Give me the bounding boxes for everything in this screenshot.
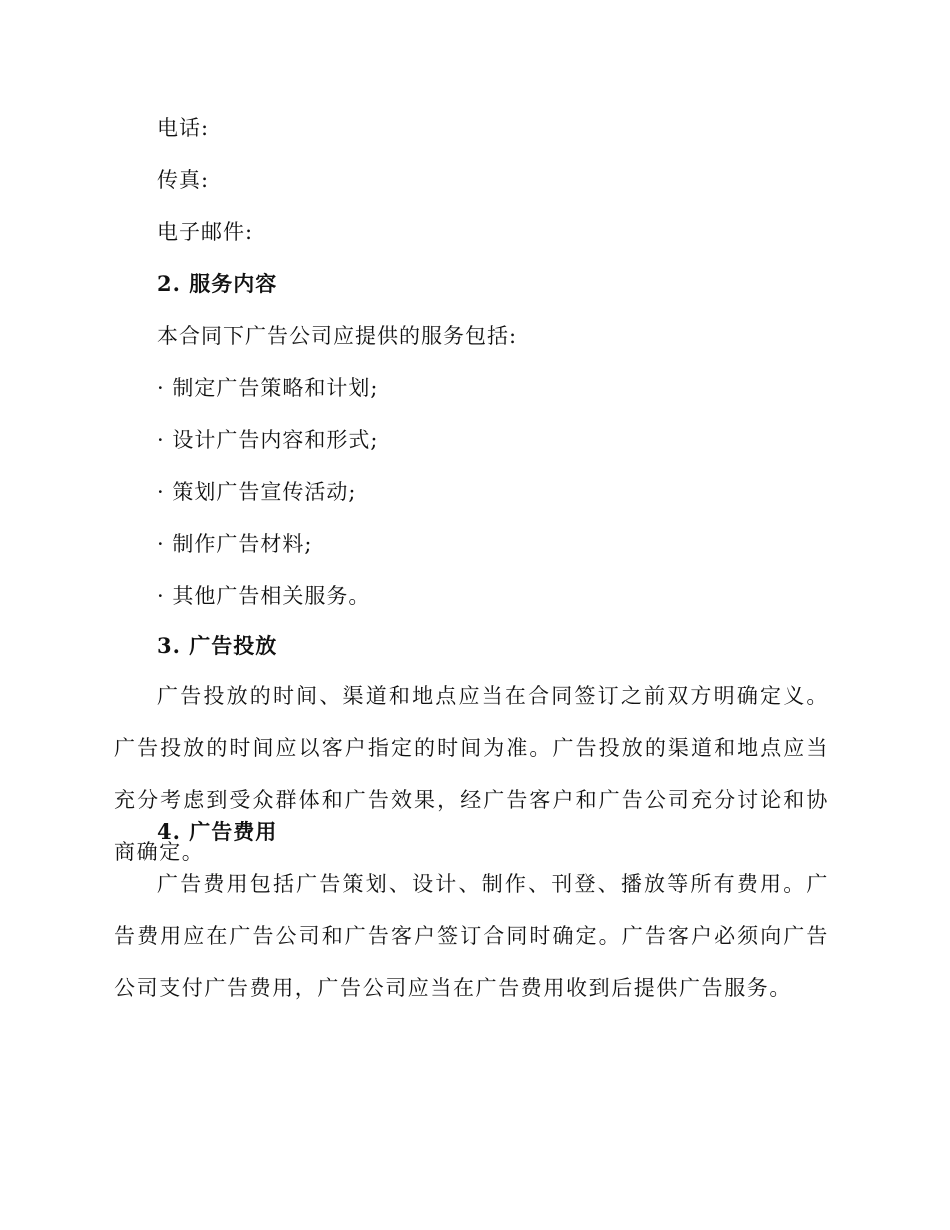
section-4-paragraph: 广告费用包括广告策划、设计、制作、刊登、播放等所有费用。广告费用应在广告公司和广告客户签订合同时确定。广告客户必须向广告公司支付广告费用，广告公司应当在广告费用收到后提供广告服务。: [114, 872, 829, 1000]
section-3-heading: 3. 广告投放: [157, 633, 278, 658]
service-list-item: · 策划广告宣传活动;: [157, 480, 357, 504]
service-list-item: · 制作广告材料;: [157, 532, 313, 556]
service-list-item: · 其他广告相关服务。: [157, 584, 371, 608]
section-2-heading: 2. 服务内容: [157, 271, 278, 296]
section-3-paragraph: 广告投放的时间、渠道和地点应当在合同签订之前双方明确定义。广告投放的时间应以客户指定的时间为准。广告投放的渠道和地点应当充分考虑到受众群体和广告效果，经广告客户和广告公司充分讨论和协商确定。: [114, 684, 829, 864]
contact-fax-label: 传真:: [157, 168, 210, 192]
section-2-intro: 本合同下广告公司应提供的服务包括:: [157, 324, 518, 348]
section-4-heading: 4. 广告费用: [157, 819, 278, 844]
service-list-item: · 设计广告内容和形式;: [157, 428, 379, 452]
contact-email-label: 电子邮件:: [157, 220, 254, 244]
service-list-item: · 制定广告策略和计划;: [157, 376, 379, 400]
contact-phone-label: 电话:: [157, 116, 210, 140]
